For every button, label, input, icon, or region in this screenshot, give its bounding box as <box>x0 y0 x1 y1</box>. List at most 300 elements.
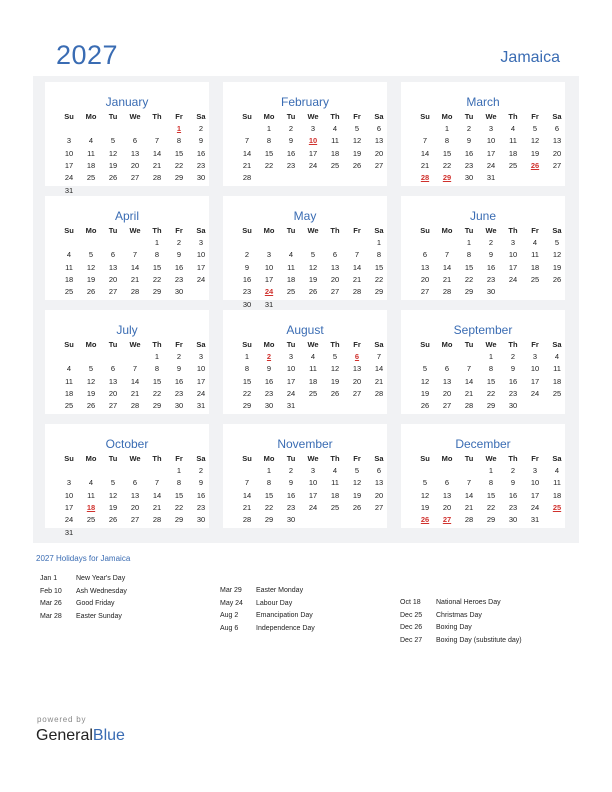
day-cell: 31 <box>286 401 296 411</box>
day-cell: 1 <box>376 238 382 247</box>
day-cell: 10 <box>196 250 206 260</box>
day-cell: 20 <box>108 274 118 284</box>
day-cell: 16 <box>464 148 474 158</box>
day-cell: 25 <box>64 401 74 411</box>
day-cell: 23 <box>174 388 184 398</box>
day-cell: 7 <box>244 136 250 146</box>
day-cell: 16 <box>174 376 184 386</box>
day-cell: 6 <box>376 466 382 475</box>
day-cell: 7 <box>154 478 160 488</box>
day-cell: 23 <box>508 502 518 512</box>
weekday-label: We <box>129 454 141 463</box>
day-cell: 31 <box>64 527 74 537</box>
weekday-label: Th <box>330 226 340 235</box>
weekday-label: We <box>485 226 497 235</box>
month-august <box>223 310 387 414</box>
holiday-date: Feb 10 <box>40 587 62 595</box>
day-cell: 6 <box>132 136 138 146</box>
day-cell: 19 <box>108 502 118 512</box>
weekday-label: We <box>485 454 497 463</box>
day-cell: 27 <box>130 173 140 183</box>
day-cell: 8 <box>488 478 494 488</box>
day-cell: 21 <box>442 274 452 284</box>
day-cell: 3 <box>66 136 72 146</box>
month-october <box>45 424 209 537</box>
holiday-day: 24 <box>264 287 274 297</box>
weekday-label: Su <box>420 112 430 121</box>
day-cell: 11 <box>331 136 339 146</box>
day-cell: 12 <box>552 250 562 260</box>
day-cell: 7 <box>466 478 472 488</box>
day-cell: 8 <box>266 478 272 488</box>
day-cell: 23 <box>264 388 274 398</box>
day-cell: 30 <box>174 401 184 411</box>
day-cell: 9 <box>510 478 516 488</box>
weekday-header <box>236 112 390 121</box>
holiday-day: 25 <box>552 502 562 512</box>
weekday-label: Mo <box>263 340 275 349</box>
weekday-label: Su <box>420 340 430 349</box>
day-cell: 7 <box>154 136 160 146</box>
day-cell: 4 <box>532 238 538 247</box>
holiday-name: New Year's Day <box>76 575 126 582</box>
weekday-label: Su <box>242 112 252 121</box>
weekday-label: Sa <box>374 112 384 121</box>
day-cell: 20 <box>420 274 430 284</box>
day-cell: 26 <box>352 160 362 170</box>
day-cell: 11 <box>531 250 539 260</box>
day-cell: 28 <box>152 173 162 183</box>
weekday-header <box>236 454 390 463</box>
day-cell: 22 <box>242 388 252 398</box>
day-cell: 24 <box>308 160 318 170</box>
day-cell: 2 <box>488 238 494 247</box>
day-cell: 31 <box>530 515 540 525</box>
holiday-day: 1 <box>176 124 182 133</box>
day-cell: 18 <box>64 274 74 284</box>
day-cell: 19 <box>330 376 340 386</box>
day-cell: 16 <box>242 274 252 284</box>
day-cell: 9 <box>466 136 472 146</box>
day-cell: 9 <box>198 136 204 146</box>
day-cell: 20 <box>130 502 140 512</box>
day-cell: 26 <box>552 274 562 284</box>
weekday-label: Sa <box>196 112 206 121</box>
day-cell: 16 <box>286 490 296 500</box>
day-cell: 18 <box>330 490 340 500</box>
day-cell: 6 <box>110 364 116 374</box>
day-cell: 3 <box>310 124 316 133</box>
day-cell: 25 <box>552 388 562 398</box>
day-cell: 4 <box>510 124 516 133</box>
day-cell: 3 <box>510 238 516 247</box>
day-cell: 19 <box>352 148 362 158</box>
weekday-label: We <box>485 112 497 121</box>
day-cell: 4 <box>288 250 294 260</box>
day-cell: 14 <box>130 376 140 386</box>
day-cell: 13 <box>108 262 118 272</box>
day-cell: 11 <box>553 478 561 488</box>
holiday-day: 26 <box>530 160 540 170</box>
day-cell: 2 <box>510 466 516 475</box>
day-cell: 3 <box>532 352 538 361</box>
weekday-label: Fr <box>175 340 183 349</box>
weekday-label: Mo <box>85 454 97 463</box>
day-cell: 5 <box>310 250 316 260</box>
day-cell: 4 <box>88 478 94 488</box>
weekday-header <box>414 226 568 235</box>
day-cell: 26 <box>330 388 340 398</box>
day-cell: 12 <box>420 490 430 500</box>
holiday-date: Dec 26 <box>400 624 423 631</box>
day-cell: 12 <box>108 148 118 158</box>
day-cell: 4 <box>554 352 560 361</box>
day-cell: 9 <box>510 364 516 374</box>
day-cell: 11 <box>309 364 317 374</box>
day-cell: 6 <box>444 364 450 374</box>
month-june <box>401 196 565 300</box>
holiday-date: Mar 26 <box>40 600 62 607</box>
day-cell: 22 <box>174 160 184 170</box>
weekday-label: Mo <box>441 226 453 235</box>
day-cell: 7 <box>244 478 250 488</box>
day-cell: 14 <box>130 262 140 272</box>
day-cell: 15 <box>442 148 452 158</box>
holiday-date: Aug 6 <box>220 624 239 632</box>
day-cell: 5 <box>354 466 360 475</box>
day-cell: 14 <box>352 262 362 272</box>
day-cell: 12 <box>330 364 340 374</box>
day-cell: 26 <box>86 401 96 411</box>
day-cell: 9 <box>266 364 272 374</box>
day-cell: 30 <box>508 401 518 411</box>
weekday-label: Fr <box>175 112 183 121</box>
day-cell: 6 <box>132 478 138 488</box>
weekday-label: Tu <box>464 226 474 235</box>
month-title: September <box>453 323 513 337</box>
day-cell: 11 <box>65 262 73 272</box>
day-cell: 5 <box>88 364 94 374</box>
day-cell: 5 <box>332 352 338 361</box>
day-cell: 27 <box>108 401 118 411</box>
day-cell: 11 <box>331 478 339 488</box>
day-cell: 4 <box>554 466 560 475</box>
month-july <box>45 310 209 414</box>
calendar-year: 2027 <box>56 40 119 70</box>
day-cell: 7 <box>376 352 382 361</box>
day-cell: 21 <box>374 376 384 386</box>
holiday-name: Easter Sunday <box>76 612 122 620</box>
weekday-label: Th <box>330 112 340 121</box>
day-cell: 3 <box>310 466 316 475</box>
day-cell: 30 <box>264 401 274 411</box>
weekday-label: Fr <box>531 454 539 463</box>
day-cell: 6 <box>444 478 450 488</box>
holidays-title: 2027 Holidays for Jamaica <box>36 554 131 563</box>
month-title: June <box>469 209 497 223</box>
day-cell: 7 <box>422 136 428 146</box>
holiday-name: Independence Day <box>256 624 315 632</box>
weekday-label: Mo <box>85 226 97 235</box>
day-cell: 17 <box>286 376 296 386</box>
holiday-day: 28 <box>420 173 430 183</box>
day-cell: 9 <box>176 364 182 374</box>
day-cell: 1 <box>176 466 182 475</box>
day-cell: 29 <box>242 401 252 411</box>
holiday-name: Boxing Day (substitute day) <box>436 636 522 644</box>
weekday-label: Su <box>242 454 252 463</box>
month-march <box>401 82 565 186</box>
day-cell: 19 <box>530 148 540 158</box>
day-cell: 18 <box>552 490 562 500</box>
day-cell: 7 <box>132 250 138 260</box>
day-cell: 6 <box>332 250 338 260</box>
day-cell: 17 <box>264 274 274 284</box>
holiday-date: Mar 29 <box>220 587 242 594</box>
weekday-label: Sa <box>374 340 384 349</box>
month-title: February <box>280 95 330 109</box>
day-cell: 4 <box>310 352 316 361</box>
day-cell: 30 <box>464 173 474 183</box>
holiday-date: Dec 25 <box>400 611 423 619</box>
month-april <box>45 196 209 300</box>
day-cell: 24 <box>308 502 318 512</box>
day-cell: 5 <box>422 478 428 488</box>
holiday-date: Jan 1 <box>40 575 58 582</box>
weekday-label: We <box>307 226 319 235</box>
day-cell: 18 <box>508 148 518 158</box>
holiday-day: 18 <box>86 502 96 512</box>
day-cell: 28 <box>242 515 252 525</box>
day-cell: 24 <box>286 388 296 398</box>
day-cell: 28 <box>352 287 362 297</box>
day-cell: 1 <box>154 352 160 361</box>
weekday-label: Mo <box>441 112 453 121</box>
day-cell: 14 <box>374 364 384 374</box>
day-cell: 15 <box>374 262 384 272</box>
day-cell: 17 <box>64 502 74 512</box>
day-cell: 15 <box>174 490 184 500</box>
weekday-label: Su <box>64 226 74 235</box>
weekday-label: Tu <box>464 340 474 349</box>
day-cell: 23 <box>286 502 296 512</box>
weekday-header <box>58 226 212 235</box>
weekday-label: Tu <box>108 112 118 121</box>
day-cell: 12 <box>108 490 118 500</box>
holiday-name: Good Friday <box>76 600 115 607</box>
weekday-label: Fr <box>353 226 361 235</box>
day-cell: 29 <box>152 287 162 297</box>
month-title: January <box>105 95 149 109</box>
day-cell: 14 <box>152 490 162 500</box>
day-cell: 27 <box>552 160 562 170</box>
day-cell: 21 <box>464 388 474 398</box>
weekday-label: Th <box>330 454 340 463</box>
weekday-label: Mo <box>85 112 97 121</box>
day-cell: 17 <box>508 262 518 272</box>
day-cell: 1 <box>266 466 272 475</box>
day-cell: 5 <box>110 136 116 146</box>
day-cell: 27 <box>420 287 430 297</box>
day-cell: 30 <box>174 287 184 297</box>
day-cell: 3 <box>198 238 204 247</box>
day-cell: 17 <box>486 148 496 158</box>
brand-blue: Blue <box>92 727 125 744</box>
month-february <box>223 82 387 186</box>
day-cell: 7 <box>466 364 472 374</box>
day-cell: 28 <box>464 401 474 411</box>
day-cell: 27 <box>330 287 340 297</box>
day-cell: 8 <box>154 250 160 260</box>
day-cell: 23 <box>196 160 206 170</box>
weekday-label: Tu <box>286 112 296 121</box>
day-cell: 25 <box>286 287 296 297</box>
day-cell: 1 <box>444 124 450 133</box>
day-cell: 25 <box>86 173 96 183</box>
day-cell: 26 <box>308 287 318 297</box>
day-cell: 28 <box>242 173 252 183</box>
weekday-label: Sa <box>552 112 562 121</box>
weekday-label: Sa <box>552 454 562 463</box>
day-cell: 21 <box>152 160 162 170</box>
day-cell: 21 <box>420 160 430 170</box>
day-cell: 24 <box>64 515 74 525</box>
powered-by-text: powered by <box>37 715 87 724</box>
month-november <box>223 424 387 528</box>
day-cell: 11 <box>65 376 73 386</box>
day-cell: 13 <box>374 136 384 146</box>
day-cell: 30 <box>486 287 496 297</box>
weekday-label: Fr <box>353 454 361 463</box>
day-cell: 20 <box>330 274 340 284</box>
weekday-label: We <box>307 340 319 349</box>
day-cell: 10 <box>308 478 318 488</box>
weekday-label: Sa <box>552 226 562 235</box>
weekday-label: Fr <box>353 340 361 349</box>
day-cell: 10 <box>530 478 540 488</box>
day-cell: 26 <box>108 173 118 183</box>
weekday-label: Tu <box>286 226 296 235</box>
day-cell: 22 <box>486 388 496 398</box>
day-cell: 29 <box>264 515 274 525</box>
day-cell: 10 <box>264 262 274 272</box>
day-cell: 20 <box>130 160 140 170</box>
day-cell: 10 <box>508 250 518 260</box>
day-cell: 22 <box>486 502 496 512</box>
day-cell: 12 <box>352 136 362 146</box>
day-cell: 22 <box>374 274 384 284</box>
day-cell: 29 <box>486 401 496 411</box>
weekday-header <box>414 112 568 121</box>
day-cell: 25 <box>330 160 340 170</box>
day-cell: 21 <box>242 502 252 512</box>
weekday-label: Su <box>64 454 74 463</box>
day-cell: 14 <box>442 262 452 272</box>
day-cell: 15 <box>464 262 474 272</box>
day-cell: 17 <box>530 376 540 386</box>
day-cell: 6 <box>376 124 382 133</box>
day-cell: 13 <box>442 490 452 500</box>
month-title: July <box>116 323 138 337</box>
day-cell: 31 <box>196 401 206 411</box>
day-cell: 10 <box>286 364 296 374</box>
weekday-label: Fr <box>175 454 183 463</box>
day-cell: 25 <box>530 274 540 284</box>
day-cell: 18 <box>308 376 318 386</box>
weekday-label: Su <box>420 454 430 463</box>
day-cell: 19 <box>308 274 318 284</box>
day-cell: 25 <box>508 160 518 170</box>
day-cell: 28 <box>374 388 384 398</box>
weekday-header <box>58 112 212 121</box>
day-cell: 13 <box>130 490 140 500</box>
day-cell: 24 <box>64 173 74 183</box>
holiday-name: National Heroes Day <box>436 599 501 606</box>
day-cell: 3 <box>66 478 72 488</box>
weekday-label: Th <box>152 340 162 349</box>
brand-general: General <box>36 727 93 744</box>
day-cell: 21 <box>130 388 140 398</box>
day-cell: 14 <box>464 490 474 500</box>
month-title: August <box>286 323 324 337</box>
weekday-label: Mo <box>441 454 453 463</box>
day-cell: 12 <box>420 376 430 386</box>
weekday-label: Sa <box>552 340 562 349</box>
weekday-label: We <box>485 340 497 349</box>
day-cell: 27 <box>374 160 384 170</box>
weekday-header <box>414 340 568 349</box>
weekday-label: Sa <box>196 454 206 463</box>
day-cell: 29 <box>174 515 184 525</box>
day-cell: 21 <box>130 274 140 284</box>
holiday-name: Easter Monday <box>256 587 304 594</box>
day-cell: 13 <box>374 478 384 488</box>
day-cell: 23 <box>464 160 474 170</box>
day-cell: 23 <box>174 274 184 284</box>
day-cell: 30 <box>508 515 518 525</box>
country-name: Jamaica <box>500 49 560 66</box>
weekday-label: Sa <box>196 340 206 349</box>
weekday-label: Th <box>508 112 518 121</box>
weekday-label: Mo <box>263 454 275 463</box>
weekday-label: Su <box>64 340 74 349</box>
holiday-date: Aug 2 <box>220 612 239 619</box>
day-cell: 6 <box>422 250 428 260</box>
day-cell: 15 <box>486 376 496 386</box>
day-cell: 12 <box>86 376 96 386</box>
day-cell: 15 <box>264 490 274 500</box>
day-cell: 10 <box>64 148 74 158</box>
day-cell: 8 <box>154 364 160 374</box>
day-cell: 28 <box>152 515 162 525</box>
day-cell: 18 <box>552 376 562 386</box>
day-cell: 5 <box>88 250 94 260</box>
day-cell: 14 <box>242 148 252 158</box>
weekday-label: Th <box>508 226 518 235</box>
day-cell: 17 <box>196 262 206 272</box>
day-cell: 20 <box>374 490 384 500</box>
day-cell: 26 <box>352 502 362 512</box>
day-cell: 31 <box>486 173 496 183</box>
day-cell: 29 <box>152 401 162 411</box>
day-cell: 5 <box>110 478 116 488</box>
day-cell: 21 <box>352 274 362 284</box>
day-cell: 17 <box>530 490 540 500</box>
weekday-label: Tu <box>108 340 118 349</box>
day-cell: 15 <box>242 376 252 386</box>
day-cell: 6 <box>554 124 560 133</box>
day-cell: 9 <box>488 250 494 260</box>
